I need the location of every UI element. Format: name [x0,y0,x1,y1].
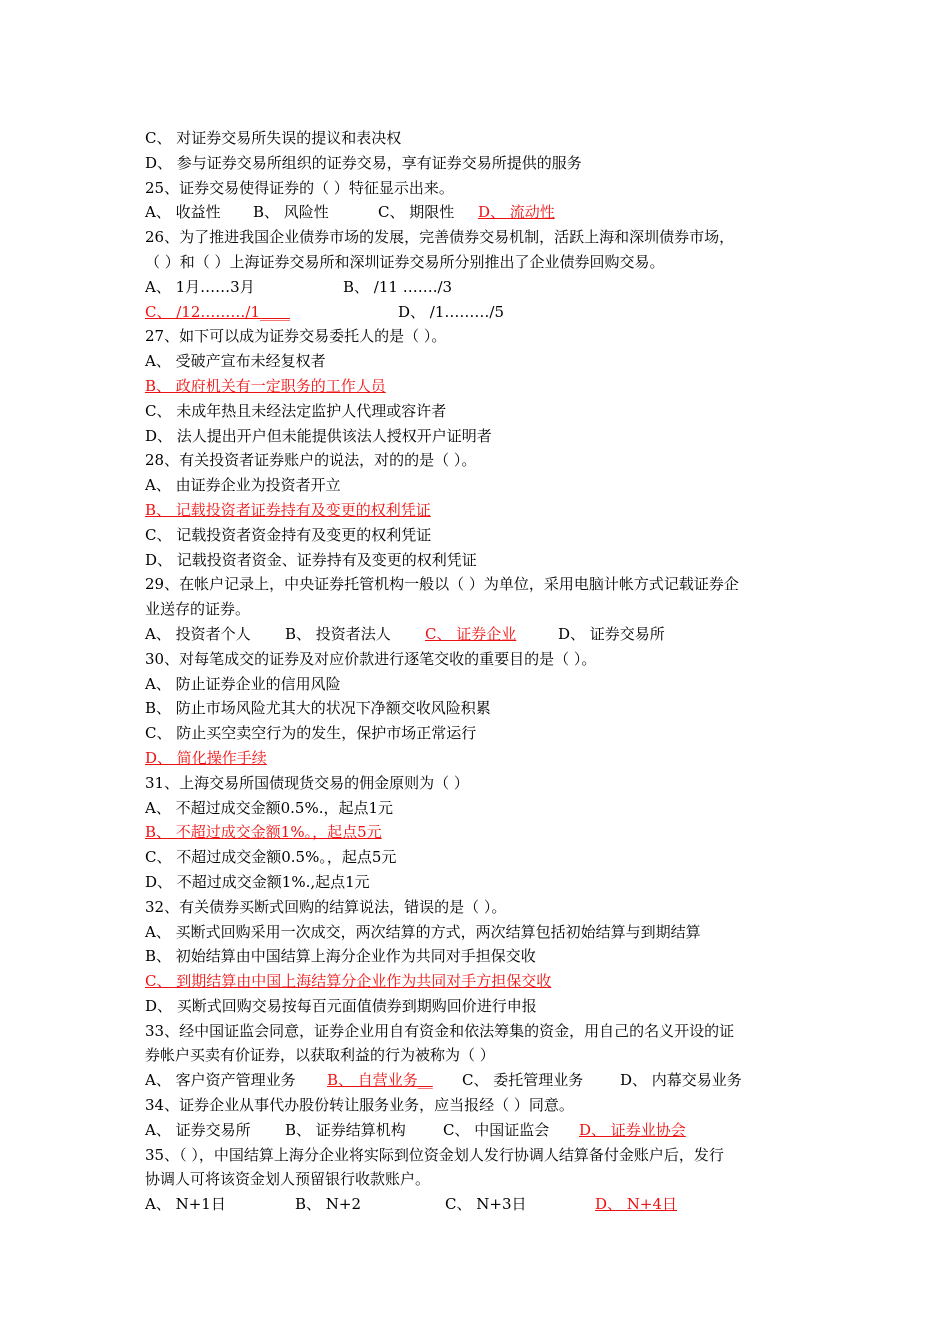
answer-option: B、 自营业务__ [327,1071,433,1090]
text-segment: 34、证券企业从事代办股份转让服务业务，应当报经（ ）同意。 [145,1096,574,1115]
text-line [145,845,825,870]
text-line [145,1043,825,1068]
text-line [145,200,825,225]
answer-option: D、 证券业协会 [579,1120,686,1139]
text-segment: A、 防止证券企业的信用风险 [145,674,341,693]
text-segment: C、 防止买空卖空行为的发生，保护市场正常运行 [145,724,477,743]
text-segment: B、 证券结算机构 [285,1120,406,1139]
text-segment: 26、为了推进我国企业债券市场的发展，完善债券交易机制，活跃上海和深圳债券市场， [145,228,735,247]
text-segment: 25、证券交易使得证券的（ ）特征显示出来。 [145,178,454,197]
answer-option: C、 证券企业 [425,624,517,643]
text-line [145,870,825,895]
text-segment: C、 未成年热且未经法定监护人代理或容许者 [145,401,447,420]
text-line [145,498,825,523]
text-line [145,300,825,325]
text-segment: D、 /1………/5 [398,302,504,321]
text-line [145,126,825,151]
text-line [145,696,825,721]
text-segment: A、 买断式回购采用一次成交，两次结算的方式，两次结算包括初始结算与到期结算 [145,922,701,941]
text-line [145,820,825,845]
text-line [145,796,825,821]
text-line [145,895,825,920]
text-segment: D、 买断式回购交易按每百元面值债券到期购回价进行申报 [145,996,537,1015]
text-segment: 29、在帐户记录上，中央证券托管机构一般以（ ）为单位，采用电脑计帐方式记载证券企 [145,575,739,594]
text-line [145,944,825,969]
text-segment: C、 委托管理业务 [462,1071,584,1090]
text-line [145,424,825,449]
text-segment: A、 客户资产管理业务 [145,1071,296,1090]
text-segment: 35、（ ），中国结算上海分企业将实际到位资金划人发行协调人结算备付金账户后，发行 [145,1145,724,1164]
text-segment: A、 证券交易所 [145,1120,251,1139]
text-line [145,572,825,597]
text-line [145,597,825,622]
text-segment: A、 由证券企业为投资者开立 [145,476,341,495]
text-segment: C、 期限性 [378,203,455,222]
text-line [145,399,825,424]
text-line [145,721,825,746]
question-list [145,126,825,1217]
text-line [145,523,825,548]
text-segment: （ ）和（ ）上海证券交易所和深圳证券交易所分别推出了企业债券回购交易。 [145,252,665,271]
text-segment: B、 /11 …….∕3 [343,277,453,296]
text-segment: 券帐户买卖有价证券，以获取利益的行为被称为（ ） [145,1046,495,1065]
text-segment: 28、有关投资者证券账户的说法，对的的是（ ）。 [145,451,477,470]
text-line [145,622,825,647]
text-line [145,746,825,771]
text-segment: 业送存的证券。 [145,600,251,619]
answer-option: B、 不超过成交金额1%。，起点5元 [145,823,382,842]
text-line [145,176,825,201]
answer-option: C、 /12………/1____ [145,302,290,321]
text-segment: D、 记载投资者资金、证券持有及变更的权利凭证 [145,550,477,569]
text-line [145,448,825,473]
text-segment: 32、有关债券买断式回购的结算说法，错误的是（ ）。 [145,897,507,916]
text-segment: A、 N+1日 [145,1195,226,1214]
text-line [145,1068,825,1093]
text-line [145,250,825,275]
text-line [145,994,825,1019]
text-line [145,672,825,697]
answer-option: D、 N+4日 [595,1195,678,1214]
text-line [145,647,825,672]
text-line [145,1192,825,1217]
text-segment: A、 收益性 [145,203,221,222]
text-line [145,275,825,300]
text-line [145,920,825,945]
text-segment: B、 投资者法人 [285,624,391,643]
text-line [145,374,825,399]
text-segment: A、 1月……3月 [145,277,255,296]
text-segment: C、 中国证监会 [443,1120,550,1139]
text-segment: A、 不超过成交金额0.5%.，起点1元 [145,798,394,817]
text-line [145,1118,825,1143]
text-line [145,324,825,349]
text-segment: 27、如下可以成为证券交易委托人的是（ ）。 [145,327,447,346]
answer-option: B、 政府机关有一定职务的工作人员 [145,376,386,395]
text-segment: C、 记载投资者资金持有及变更的权利凭证 [145,525,432,544]
text-segment: 30、对每笔成交的证券及对应价款进行逐笔交收的重要目的是（ ）。 [145,649,597,668]
text-segment: 协调人可将该资金划人预留银行收款账户。 [145,1170,431,1189]
text-segment: C、 N+3日 [445,1195,527,1214]
text-line [145,473,825,498]
text-segment: B、 初始结算由中国结算上海分企业作为共同对手担保交收 [145,947,536,966]
text-line [145,969,825,994]
text-line [145,1167,825,1192]
text-segment: A、 受破产宣布未经复权者 [145,352,326,371]
text-segment: B、 防止市场风险尤其大的状况下净额交收风险积累 [145,699,491,718]
answer-option: D、 流动性 [478,203,555,222]
text-line [145,548,825,573]
text-line [145,771,825,796]
text-segment: D、 法人提出开户但未能提供该法人授权开户证明者 [145,426,492,445]
text-segment: B、 N+2 [295,1195,362,1214]
answer-option: B、 记载投资者证券持有及变更的权利凭证 [145,500,431,519]
text-line [145,1093,825,1118]
text-segment: B、 风险性 [253,203,329,222]
text-segment: C、 不超过成交金额0.5%。，起点5元 [145,848,397,867]
text-line [145,151,825,176]
text-segment: C、 对证券交易所失误的提议和表决权 [145,129,402,147]
text-line [145,1143,825,1168]
text-segment: D、 内幕交易业务 [620,1071,742,1090]
text-segment: D、 参与证券交易所组织的证券交易，享有证券交易所提供的服务 [145,153,582,172]
text-line [145,349,825,374]
text-line [145,225,825,250]
text-segment: 33、经中国证监会同意，证券企业用自有资金和依法筹集的资金，用自己的名义开设的证 [145,1021,735,1040]
text-segment: A、 投资者个人 [145,624,251,643]
text-segment: D、 证券交易所 [558,624,665,643]
answer-option: D、 简化操作手续 [145,748,267,767]
text-segment: 31、上海交易所国债现货交易的佣金原则为（ ） [145,773,469,792]
text-line [145,1019,825,1044]
text-segment: D、 不超过成交金额1%.,起点1元 [145,872,370,891]
answer-option: C、 到期结算由中国上海结算分企业作为共同对手方担保交收 [145,972,552,991]
